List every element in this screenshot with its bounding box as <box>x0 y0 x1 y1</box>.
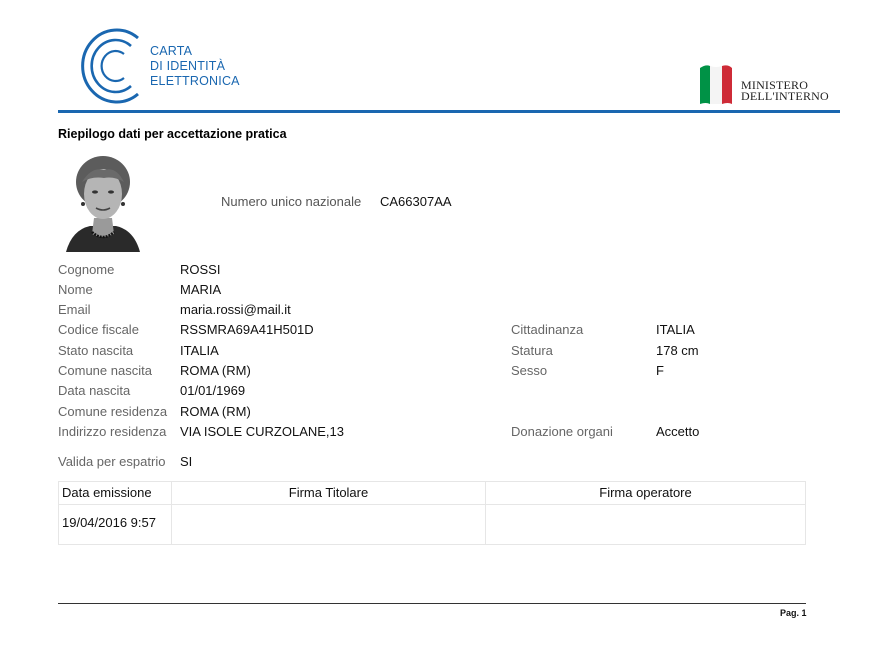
nome-value: MARIA <box>180 282 222 297</box>
stato-nascita-value: ITALIA <box>180 343 219 358</box>
indirizzo-residenza-label: Indirizzo residenza <box>58 424 167 439</box>
codice-fiscale-value: RSSMRA69A41H501D <box>180 322 314 337</box>
footer-divider <box>58 603 806 604</box>
comune-nascita-label: Comune nascita <box>58 363 152 378</box>
ministry-line: MINISTERO <box>741 78 809 92</box>
stato-nascita-label: Stato nascita <box>58 343 134 358</box>
statura-label: Statura <box>511 343 553 358</box>
codice-fiscale-label: Codice fiscale <box>58 322 139 337</box>
ministry-line: DELL'INTERNO <box>741 89 829 103</box>
comune-residenza-value: ROMA (RM) <box>180 404 251 419</box>
cittadinanza-value: ITALIA <box>656 322 695 337</box>
numero-unico-label: Numero unico nazionale <box>221 194 362 209</box>
signature-table <box>58 481 806 545</box>
data-nascita-value: 01/01/1969 <box>180 383 246 398</box>
email-label: Email <box>58 302 91 317</box>
sesso-label: Sesso <box>511 363 548 378</box>
email-value: maria.rossi@mail.it <box>180 302 291 317</box>
nome-label: Nome <box>58 282 93 297</box>
cie-logo-icon <box>76 26 150 106</box>
holder-photo <box>64 152 142 252</box>
comune-nascita-value: ROMA (RM) <box>180 363 251 378</box>
cie-logo-line: DI IDENTITÀ <box>150 59 226 73</box>
cognome-label: Cognome <box>58 262 115 277</box>
header-divider <box>58 110 840 113</box>
data-emissione-value: 19/04/2016 9:57 <box>62 515 156 530</box>
cie-logo-line: CARTA <box>150 44 193 58</box>
donazione-organi-value: Accetto <box>656 424 700 439</box>
indirizzo-residenza-value: VIA ISOLE CURZOLANE,13 <box>180 424 345 439</box>
page-title: Riepilogo dati per accettazione pratica <box>58 127 287 141</box>
sesso-value: F <box>656 363 664 378</box>
espatrio-label: Valida per espatrio <box>58 454 166 469</box>
comune-residenza-label: Comune residenza <box>58 404 168 419</box>
header-firma-operatore: Firma operatore <box>599 485 692 500</box>
page-number: Pag. 1 <box>780 608 807 618</box>
espatrio-value: SI <box>180 454 193 469</box>
statura-value: 178 cm <box>656 343 699 358</box>
numero-unico-value: CA66307AA <box>380 194 452 209</box>
ministry-name <box>741 80 829 102</box>
cognome-value: ROSSI <box>180 262 221 277</box>
header-firma-titolare: Firma Titolare <box>288 485 369 500</box>
data-nascita-label: Data nascita <box>58 383 131 398</box>
cie-logo-line: ELETTRONICA <box>150 74 240 88</box>
cie-logo-text <box>150 44 240 89</box>
header-data-emissione: Data emissione <box>62 485 152 500</box>
cittadinanza-label: Cittadinanza <box>511 322 584 337</box>
donazione-organi-label: Donazione organi <box>511 424 613 439</box>
italian-flag-icon <box>698 64 734 104</box>
